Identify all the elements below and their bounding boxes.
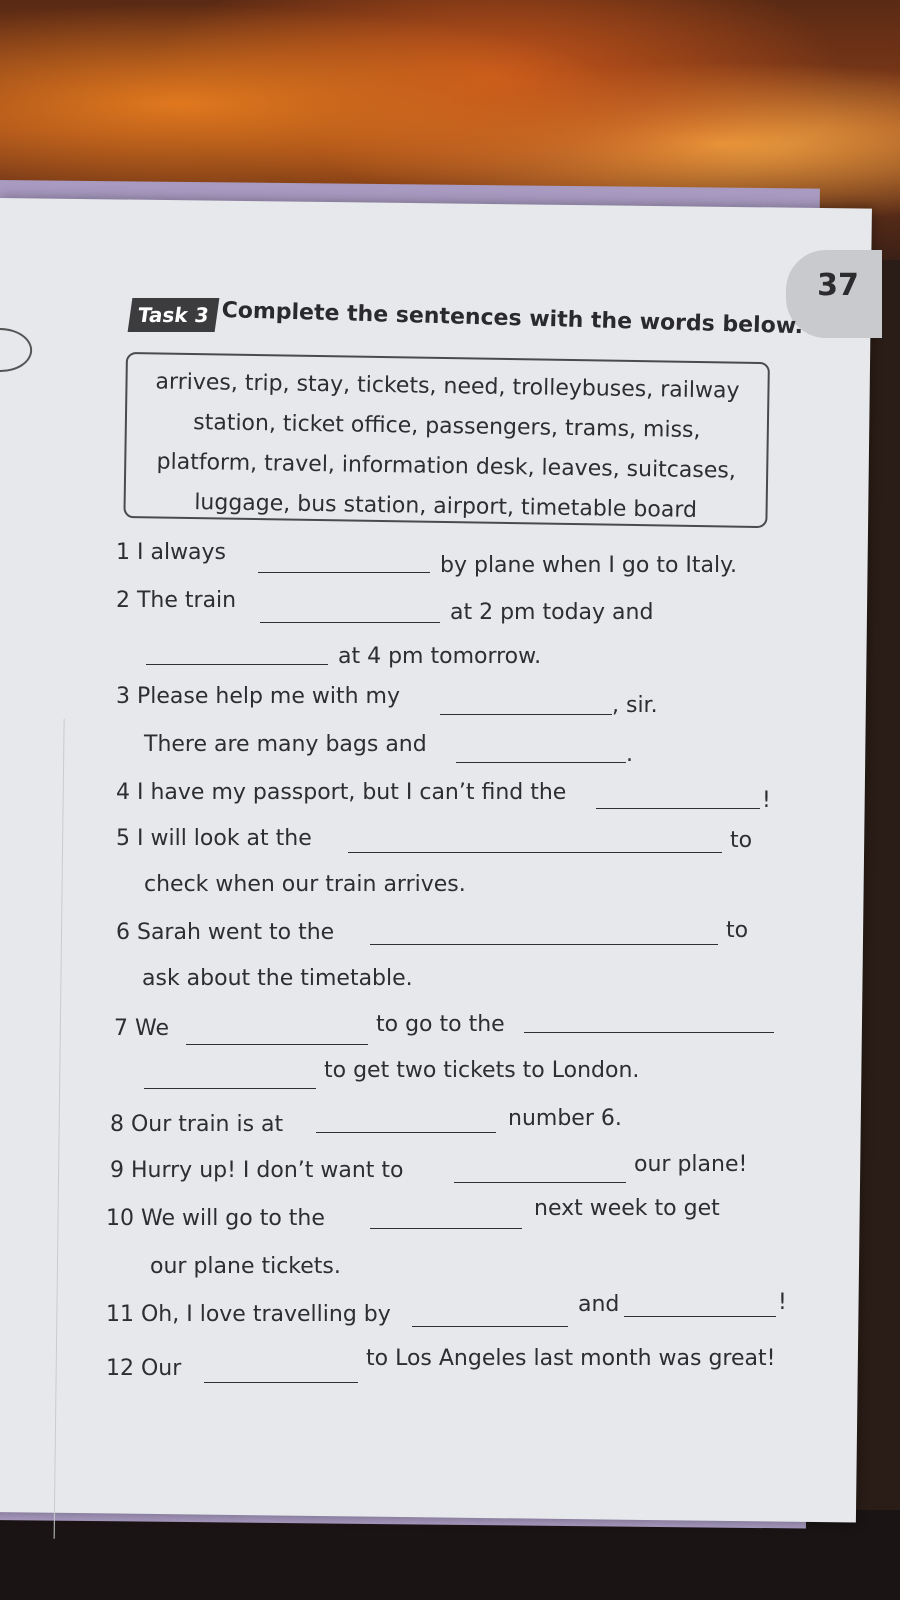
word-box	[123, 352, 770, 528]
task-badge: Task 3	[128, 298, 219, 332]
left-page-drawing	[0, 328, 32, 373]
page-number: 37	[817, 268, 859, 303]
exercise-2-text: 2 The train	[116, 588, 237, 613]
exercise-11-text-mid: and	[578, 1292, 620, 1317]
exercise-11-blank-1[interactable]	[412, 1326, 568, 1327]
exercise-12-blank[interactable]	[204, 1382, 358, 1383]
exercise-10-blank[interactable]	[370, 1228, 522, 1229]
exercise-1-blank[interactable]	[258, 572, 430, 573]
exercise-9-text: 9 Hurry up! I don’t want to	[110, 1158, 404, 1183]
exercise-10-text-2: our plane tickets.	[150, 1254, 341, 1279]
exercise-3-blank-2[interactable]	[456, 762, 626, 763]
exercise-6-text: 6 Sarah went to the	[116, 920, 335, 945]
exercise-11-text: 11 Oh, I love travelling by	[106, 1302, 391, 1327]
word-box-line: arrives, trip, stay, tickets, need, trolleybuses, railway	[155, 369, 740, 404]
exercise-6-blank[interactable]	[370, 944, 718, 945]
exercise-6-text-2: ask about the timetable.	[142, 966, 413, 991]
exercise-11-blank-2[interactable]	[624, 1316, 776, 1317]
exercise-4-blank[interactable]	[596, 808, 760, 809]
exercise-1-text-end: by plane when I go to Italy.	[440, 553, 737, 578]
exercise-4-text-end: !	[762, 788, 771, 813]
exercise-2-text-mid: at 2 pm today and	[450, 600, 654, 625]
exercise-12-text-end: to Los Angeles last month was great!	[366, 1346, 776, 1371]
exercise-6-text-mid: to	[726, 918, 749, 943]
exercise-2-text-end: at 4 pm tomorrow.	[338, 644, 542, 669]
exercise-3-text-mid: , sir.	[612, 693, 658, 718]
word-box-line: platform, travel, information desk, leaves, suitcases,	[156, 449, 737, 484]
exercise-1-text: 1 I always	[116, 540, 227, 565]
exercise-2-blank-2[interactable]	[146, 664, 328, 665]
exercise-10-text-mid: next week to get	[534, 1196, 720, 1221]
exercise-5-text: 5 I will look at the	[116, 826, 312, 851]
exercise-5-blank[interactable]	[348, 852, 722, 853]
exercise-10-text: 10 We will go to the	[106, 1206, 325, 1231]
exercise-3-blank-1[interactable]	[440, 714, 612, 715]
exercise-5-text-2: check when our train arrives.	[144, 872, 466, 897]
exercise-12-text: 12 Our	[106, 1356, 182, 1381]
exercise-9-blank[interactable]	[454, 1182, 626, 1183]
exercise-3-text-end: .	[626, 742, 633, 767]
exercise-4-text: 4 I have my passport, but I can’t find the	[116, 780, 567, 805]
exercise-7-blank-3[interactable]	[144, 1088, 316, 1089]
exercise-8-text: 8 Our train is at	[110, 1112, 284, 1137]
word-box-line: luggage, bus station, airport, timetable board	[194, 490, 698, 523]
exercise-3-text: 3 Please help me with my	[116, 684, 401, 709]
exercise-7-text-mid: to go to the	[376, 1012, 505, 1037]
exercise-11-text-end: !	[778, 1290, 787, 1315]
exercise-2-blank-1[interactable]	[260, 622, 440, 623]
exercise-7-text: 7 We	[114, 1016, 169, 1041]
exercise-7-blank-2[interactable]	[524, 1032, 774, 1033]
exercise-7-blank-1[interactable]	[186, 1044, 368, 1045]
exercise-8-text-end: number 6.	[508, 1106, 622, 1131]
exercise-7-text-end: to get two tickets to London.	[324, 1058, 640, 1083]
task-instructions: Complete the sentences with the words below.	[221, 298, 804, 340]
exercise-3-text-2: There are many bags and	[144, 732, 427, 757]
left-page-edge	[0, 718, 65, 1539]
exercise-5-text-mid: to	[730, 828, 753, 853]
word-box-line: station, ticket office, passengers, trams, miss,	[193, 410, 701, 444]
exercise-9-text-end: our plane!	[634, 1152, 748, 1177]
exercise-8-blank[interactable]	[316, 1132, 496, 1133]
